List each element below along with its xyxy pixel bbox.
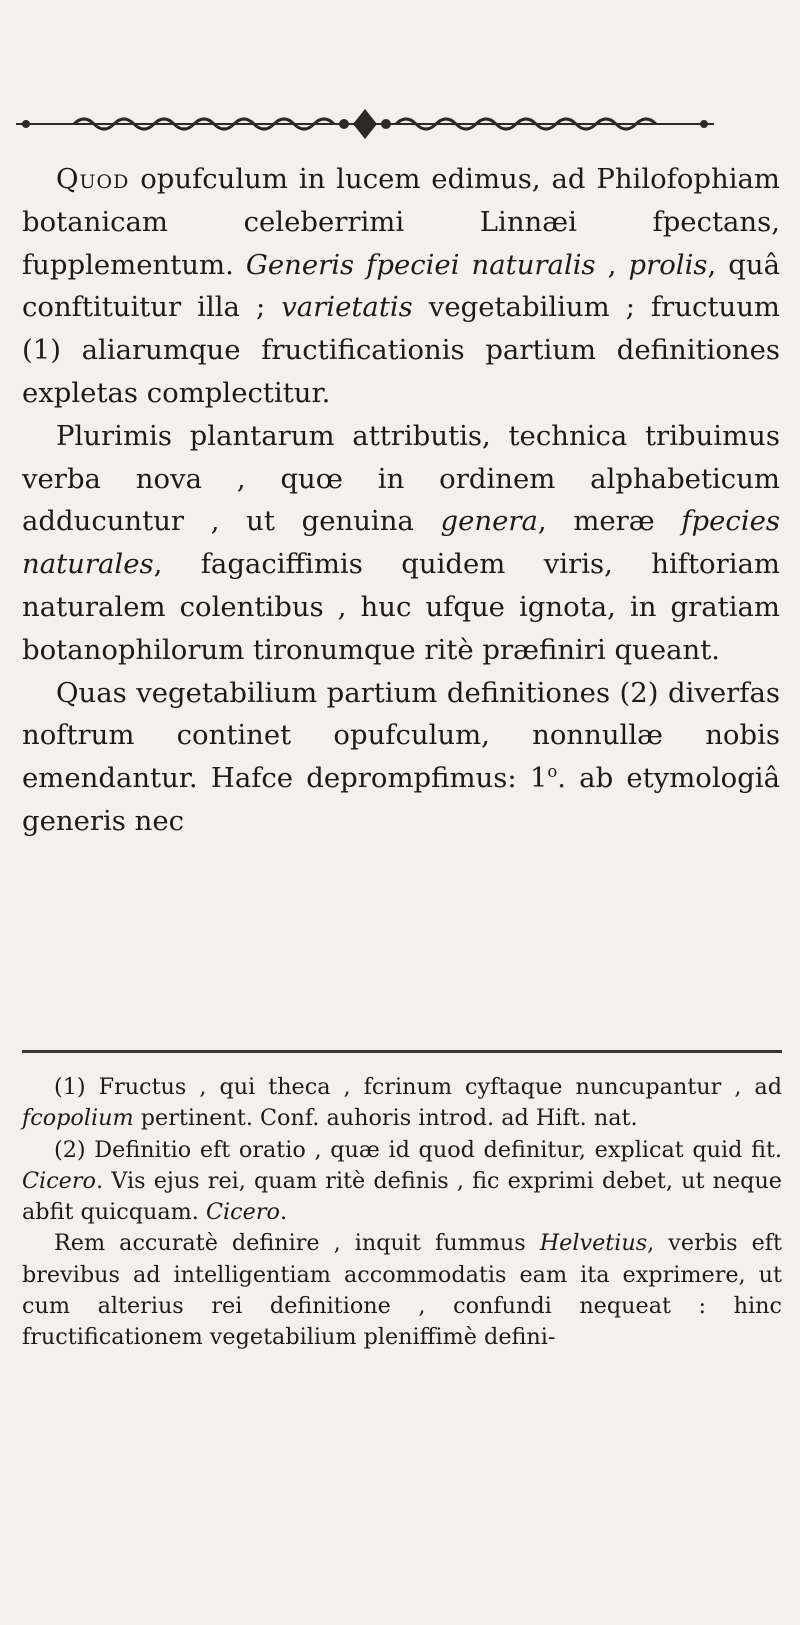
footnote-separator	[22, 1050, 782, 1053]
paragraph-2: Plurimis plantarum attributis, technica tribuimus verba nova , quœ in ordinem alphabeticum adducuntur , ut genuina genera, meræ fpecies naturales, fagaciffimis quidem viris, hiftoriam naturalem colentibus , huc ufque ignota, in gratiam botanophilorum tironumque ritè præfiniri queant.	[22, 419, 781, 666]
paragraph-3: Quas vegetabilium partium definitiones (2) diverfas noftrum continet opufculum, nonnullæ nobis emendantur. Hafce deprompfimus: 1$^o$. ab etymologiâ generis nec	[22, 676, 780, 837]
opening-word: Quod	[56, 163, 130, 195]
main-text	[22, 158, 780, 843]
headpiece-ornament	[14, 105, 719, 141]
footnote-2: (2) Definitio eft oratio , quæ id quod definitur, explicat quid fit. Cicero. Vis ejus rei, quam ritè definis , fic exprimi debet, ut neque abfit quicquam. Cicero.	[22, 1136, 782, 1226]
paragraph-1: Quod opufculum in lucem edimus, ad Philofophiam botanicam celeberrimi Linnæi fpectans, fupplementum. Generis fpeciei naturalis , prolis, quâ conftituitur illa ; varietatis vegetabilium ; fructuum (1) aliarumque fructificationis partium definitiones expletas complectitur.	[22, 163, 780, 409]
footnote-1: (1) Fructus , qui theca , fcrinum cyftaque nuncupantur , ad fcopolium pertinent. Conf. auhoris introd. ad Hift. nat.	[22, 1074, 782, 1132]
footnotes	[22, 1072, 782, 1354]
footnote-2-continued: Rem accuratè definire , inquit fummus Helvetius, verbis eft brevibus ad intelligentiam accommodatis eam ita exprimere, ut cum alterius rei definitione , confundi nequeat : hinc fructificationem vegetabilium pleniffimè defini-	[22, 1230, 783, 1351]
